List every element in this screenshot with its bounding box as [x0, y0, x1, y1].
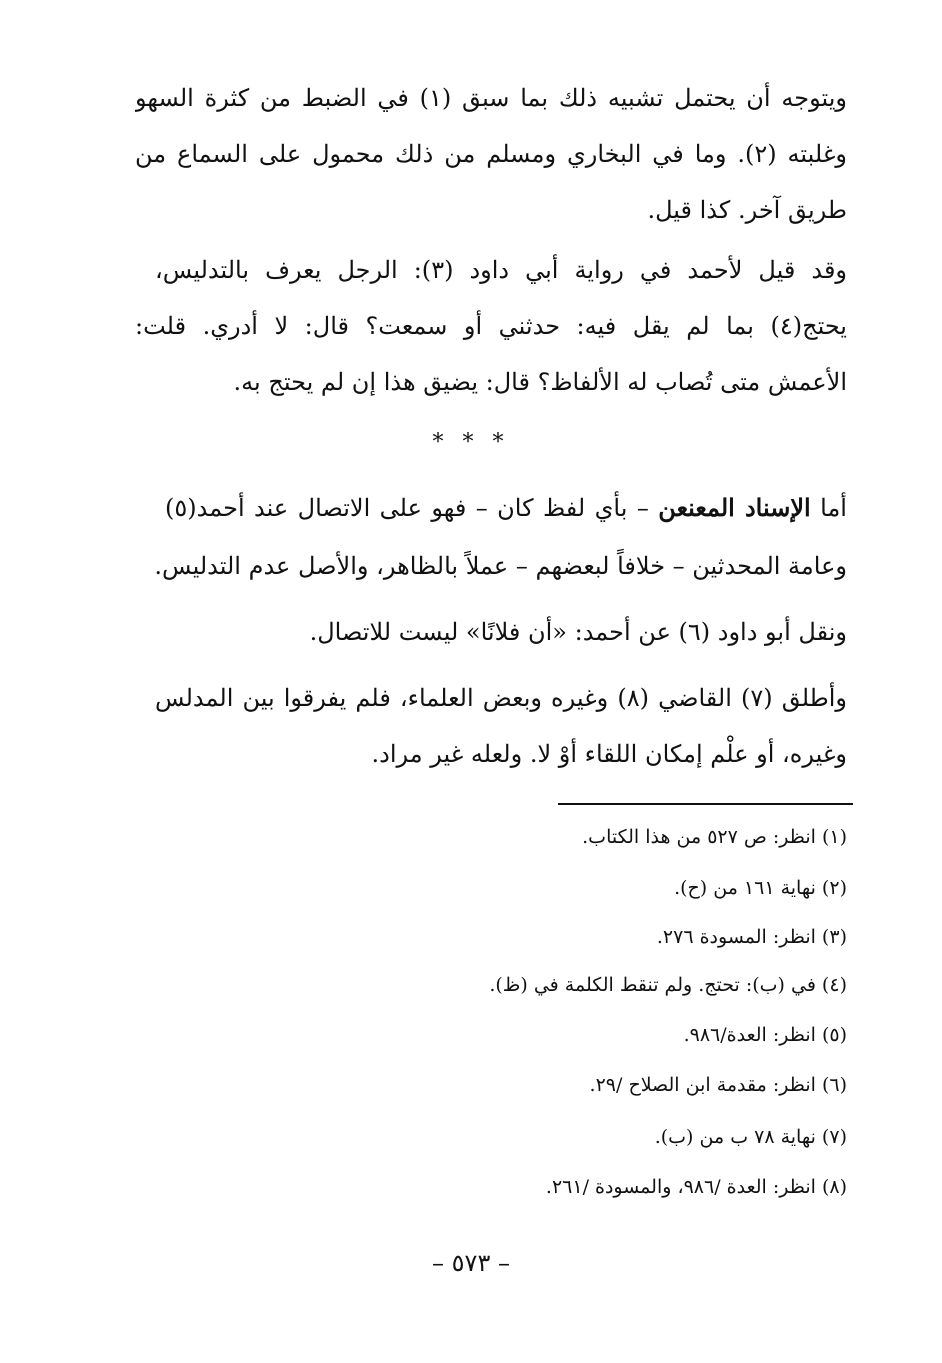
body-line: يحتج(٤) بما لم يقل فيه: حدثني أو سمعت؟ قال: لا أدري. قلت: — [135, 312, 847, 340]
body-line: وغيره، أو علْم إمكان اللقاء أوْ لا. ولعله غير مراد. — [371, 740, 847, 768]
footnote: (٣) انظر: المسودة ٢٧٦. — [656, 926, 847, 948]
footnote: (٦) انظر: مقدمة ابن الصلاح /٢٩. — [589, 1074, 847, 1096]
footnote: (٢) نهاية ١٦١ من (ح). — [674, 877, 847, 899]
body-line: وقد قيل لأحمد في رواية أبي داود (٣): الرجل يعرف بالتدليس، — [155, 256, 847, 284]
footnote: (١) انظر: ص ٥٢٧ من هذا الكتاب. — [582, 826, 847, 848]
body-line: وعامة المحدثين – خلافاً لبعضهم – عملاً بالظاهر، والأصل عدم التدليس. — [154, 552, 847, 580]
footnote-divider — [558, 803, 853, 805]
body-line: وأطلق (٧) القاضي (٨) وغيره وبعض العلماء، فلم يفرقوا بين المدلس — [155, 684, 847, 712]
body-line: الأعمش متى تُصاب له الألفاظ؟ قال: يضيق هذا إن لم يحتج به. — [233, 368, 847, 396]
page-number: – ٥٧٣ – — [432, 1249, 510, 1277]
footnote: (٨) انظر: العدة /٩٨٦، والمسودة /٢٦١. — [545, 1176, 847, 1198]
section-separator: * * * — [432, 430, 510, 455]
body-line: ويتوجه أن يحتمل تشبيه ذلك بما سبق (١) في الضبط من كثرة السهو — [135, 84, 847, 112]
section-line-text: – بأي لفظ كان – فهو على الاتصال عند أحمد(٥) — [165, 494, 649, 522]
body-line: ونقل أبو داود (٦) عن أحمد: «أن فلانًا» ليست للاتصال. — [309, 618, 847, 646]
section-heading-term: الإسناد المعنعن — [658, 493, 811, 522]
footnote: (٤) في (ب): تحتج. ولم تنقط الكلمة في (ظ). — [489, 974, 847, 996]
footnote: (٥) انظر: العدة/٩٨٦. — [683, 1024, 847, 1046]
footnote: (٧) نهاية ٧٨ ب من (ب). — [654, 1126, 847, 1148]
body-line: طريق آخر. كذا قيل. — [647, 196, 847, 224]
section-line — [165, 488, 847, 528]
body-line: وغلبته (٢). وما في البخاري ومسلم من ذلك محمول على السماع من — [135, 140, 847, 168]
section-prefix: أما — [820, 494, 847, 522]
